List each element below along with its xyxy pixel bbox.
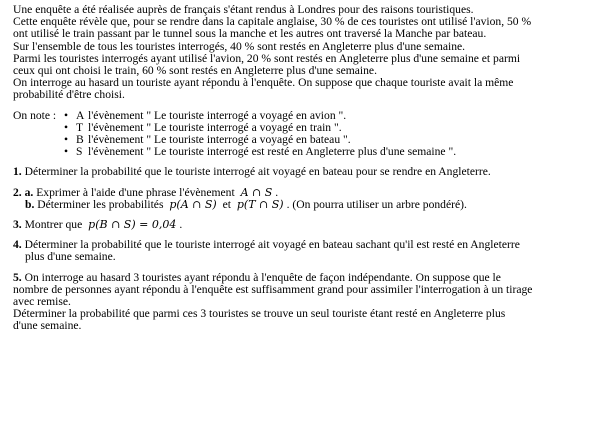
bullet-icon: •: [64, 108, 69, 122]
event-symbol: A: [76, 108, 85, 122]
intro-line: On interroge au hasard un touriste ayant répondu à l'enquête. On suppose que chaque touriste avait la même: [13, 76, 514, 90]
bullet-icon: •: [64, 133, 69, 147]
intro-line: Sur l'ensemble de tous les touristes interrogés, 40 % sont restés en Angleterre plus d'une semaine.: [13, 39, 466, 53]
event-description: l'évènement " Le touriste interrogé a voyagé en bateau ".: [88, 133, 351, 147]
event-description: l'évènement " Le touriste interrogé a voyagé en train ".: [88, 120, 342, 134]
question-text: Déterminer la probabilité que le touriste interrogé ait voyagé en bateau sachant qu'il est resté en Angleterre: [24, 238, 520, 252]
question-3: [13, 219, 593, 231]
question-4: [13, 239, 593, 263]
question-text: On interroge au hasard 3 touristes ayant répondu à l'enquête de façon indépendante. On suppose que le: [24, 270, 501, 284]
question-text: Déterminer la probabilité que le touriste interrogé ait voyagé en bateau pour se rendre en Angleterre.: [24, 165, 491, 179]
question-text: avec remise.: [13, 295, 71, 309]
event-symbol: T: [76, 120, 84, 134]
question-text: Exprimer à l'aide d'une phrase l'évènement: [36, 185, 235, 199]
question-number: 4.: [13, 238, 22, 252]
intro-paragraph: [13, 4, 593, 102]
question-number: 1.: [13, 165, 22, 179]
event-symbol: S: [76, 145, 83, 159]
punctuation: .: [275, 185, 279, 199]
notation-item: [64, 146, 593, 158]
event-description: l'évènement " Le touriste interrogé est resté en Angleterre plus d'une semaine ".: [88, 145, 457, 159]
subquestion-label: b.: [25, 197, 35, 211]
event-symbol: B: [76, 133, 84, 147]
intro-line: Parmi les touristes interrogés ayant utilisé l'avion, 20 % sont restés en Angleterre plus d'une semaine et parmi: [13, 51, 521, 65]
question-number: 2.: [13, 185, 22, 199]
notation-block: [13, 110, 593, 159]
bullet-icon: •: [64, 145, 69, 159]
question-text: Déterminer les probabilités: [37, 197, 164, 211]
question-number: 3.: [13, 218, 22, 232]
question-1: [13, 166, 593, 178]
math-expression: A ∩ S: [240, 185, 273, 199]
question-2: [13, 187, 593, 211]
conjunction: et: [222, 197, 231, 211]
question-text: . (On pourra utiliser un arbre pondéré).: [286, 197, 467, 211]
question-text: d'une semaine.: [13, 319, 82, 333]
question-5: [13, 272, 593, 333]
subquestion-label: a.: [24, 185, 34, 199]
intro-line: Une enquête a été réalisée auprès de français s'étant rendus à Londres pour des raisons touristiques.: [13, 3, 474, 16]
notation-list: [64, 110, 593, 159]
question-text: Montrer que: [24, 218, 83, 232]
question-number: 5.: [13, 270, 22, 284]
math-expression: p(A ∩ S): [169, 197, 217, 211]
question-text: nombre de personnes ayant répondu à l'enquête est suffisamment grand pour assimiler l'interrogation à un tirage: [13, 282, 533, 296]
notation-item: [64, 110, 593, 122]
intro-line: Cette enquête révèle que, pour se rendre dans la capitale anglaise, 30 % de ces touristes ont utilisé l'avion, 50 %: [13, 15, 532, 29]
math-expression: p(B ∩ S) = 0,04: [88, 218, 177, 232]
event-description: l'évènement " Le touriste interrogé a voyagé en avion ".: [88, 108, 347, 122]
question-text: Déterminer la probabilité que parmi ces 3 touristes se trouve un seul touriste étant resté en Angleterre plus: [13, 307, 506, 321]
intro-line: ceux qui ont choisi le train, 60 % sont restés en Angleterre plus d'une semaine.: [13, 64, 377, 78]
math-expression: p(T ∩ S): [236, 197, 284, 211]
exercise-document: [13, 4, 593, 333]
question-text: plus d'une semaine.: [25, 250, 116, 264]
intro-line: probabilité d'être choisi.: [13, 88, 125, 102]
intro-line: ont utilisé le train passant par le tunnel sous la manche et les autres ont traversé la Manche par bateau.: [13, 27, 487, 41]
notation-label: On note :: [13, 108, 57, 122]
punctuation: .: [179, 218, 183, 232]
bullet-icon: •: [64, 120, 69, 134]
